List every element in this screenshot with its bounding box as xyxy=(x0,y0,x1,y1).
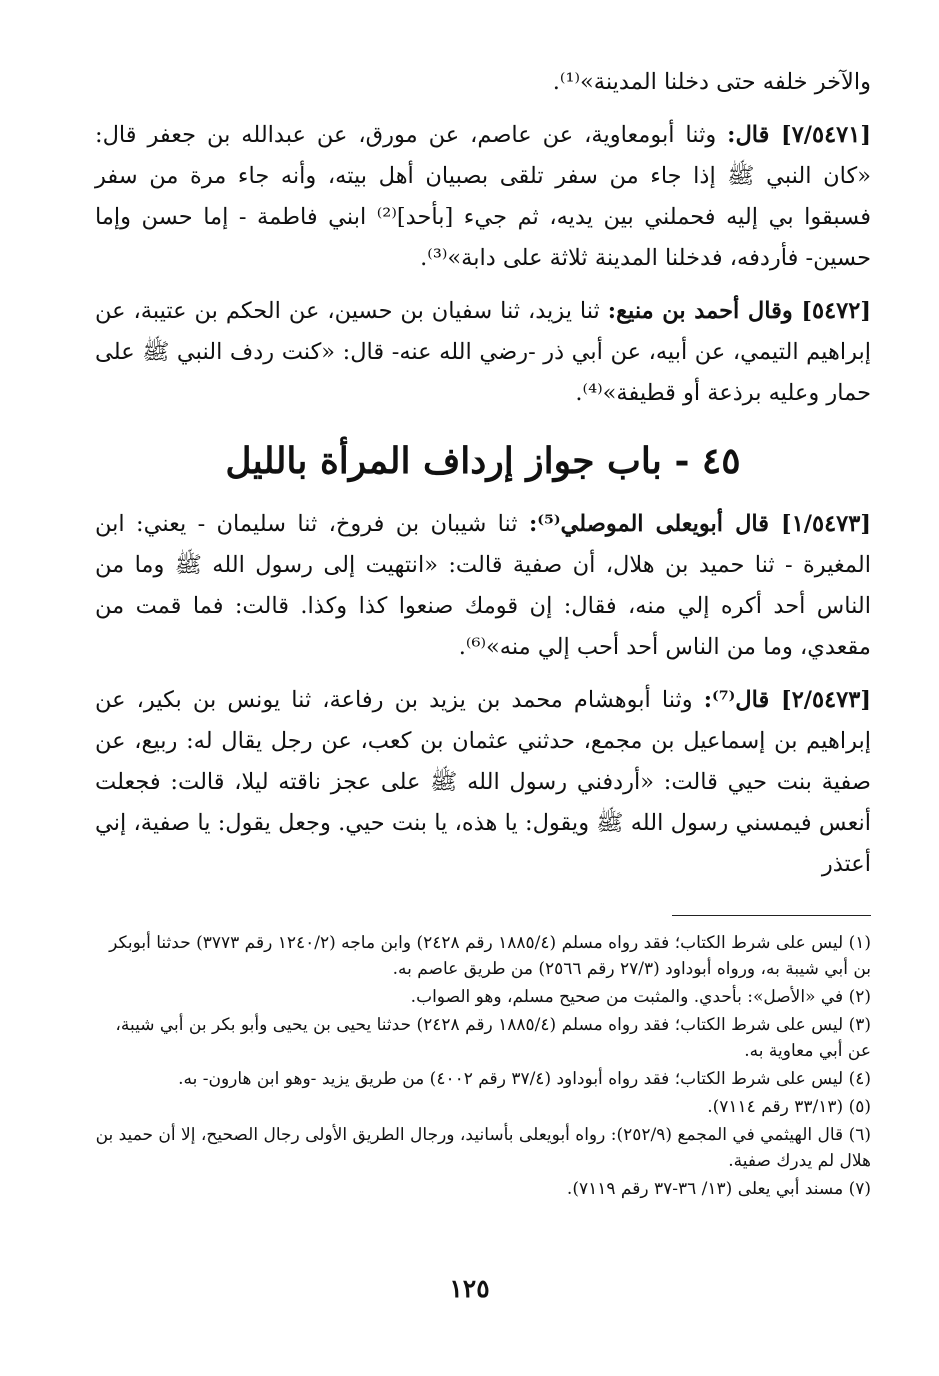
footnotes xyxy=(95,930,871,1204)
hadith-5473-1 xyxy=(95,504,871,668)
hadith-text: وثنا أبومعاوية، عن عاصم، عن مورق، عن عبدالله بن جعفر قال: «كان النبي ﷺ إذا جاء من سفر تلقى بصبيان أهل بيته، وأنه جاء مرة من سفر فسبقوا بي إليه فحملني بين يديه، ثم جيء [بأحد]⁽²⁾ ابني فاطمة - إما حسن وإما حسين- فأردفه، فدخلنا المدينة ثلاثة على دابة»⁽³⁾. xyxy=(95,122,871,271)
hadith-5471 xyxy=(95,115,871,279)
footnote-3: (٣) ليس على شرط الكتاب؛ فقد رواه مسلم (١٨٨٥/٤ رقم ٢٤٢٨) حدثنا يحيى بن يحيى وأبو بكر بن أبي شيبة، عن أبي معاوية به. xyxy=(115,1015,871,1061)
chapter-title: ٤٥ - باب جواز إرداف المرأة بالليل xyxy=(225,440,741,482)
footnote-2: (٢) في «الأصل»: بأحدي. والمثبت من صحيح مسلم، وهو الصواب. xyxy=(410,987,871,1007)
hadith-lead: [١/٥٤٧٣] قال أبويعلى الموصلي⁽⁵⁾: xyxy=(528,511,872,537)
page-number: ١٢٥ xyxy=(449,1274,490,1303)
footnote-7: (٧) مسند أبي يعلى (١٣/ ٣٦-٣٧ رقم ٧١١٩). xyxy=(566,1179,871,1199)
hadith-text: ثنا شيبان بن فروخ، ثنا سليمان - يعني: ابن المغيرة - ثنا حميد بن هلال، أن صفية قالت: «انتهيت إلى رسول الله ﷺ وما من الناس أحد أكره إلي منه، فقال: إن قومك صنعوا كذا وكذا. قالت: فما قمت من مقعدي، وما من الناس أحد أحب إلي منه»⁽⁶⁾. xyxy=(95,511,871,660)
hadith-text: وثنا أبوهشام محمد بن يزيد بن رفاعة، ثنا يونس بن بكير، عن إبراهيم بن إسماعيل بن مجمع، حدثني عثمان بن كعب، عن رجل يقال له: ربيع، عن صفية بنت حيي قالت: «أردفني رسول الله ﷺ على عجز ناقته ليلا، قالت: فجعلت أنعس فيمسني رسول الله ﷺ ويقول: يا هذه، يا بنت حيي. وجعل يقول: يا صفية، إني أعتذر xyxy=(95,687,871,877)
main-text xyxy=(95,62,871,897)
footnote-4: (٤) ليس على شرط الكتاب؛ فقد رواه أبوداود (٣٧/٤ رقم ٤٠٠٢) من طريق يزيد -وهو ابن هارون- به. xyxy=(178,1069,871,1089)
footnote-divider xyxy=(672,915,871,916)
hadith-5473-2 xyxy=(95,680,871,885)
hadith-text: ثنا يزيد، ثنا سفيان بن حسين، عن الحكم بن عتيبة، عن إبراهيم التيمي، عن أبيه، عن أبي ذر -رضي الله عنه- قال: «كنت ردف النبي ﷺ على حمار وعليه برذعة أو قطيفة»⁽⁴⁾. xyxy=(95,298,871,406)
hadith-lead: [٢/٥٤٧٣] قال⁽⁷⁾: xyxy=(703,687,872,713)
footnote-6: (٦) قال الهيثمي في المجمع (٢٥٢/٩): رواه أبويعلى بأسانيد، ورجال الطريق الأولى رجال الصحيح، إلا أن حميد بن هلال لم يدرك صفية. xyxy=(95,1125,871,1171)
paragraph-continuation xyxy=(95,62,871,103)
hadith-5472 xyxy=(95,291,871,414)
paragraph-text: والآخر خلفه حتى دخلنا المدينة»⁽¹⁾. xyxy=(552,69,871,95)
footnote-5: (٥) (٣٣/١٣ رقم ٧١١٤). xyxy=(707,1097,871,1117)
hadith-lead: [٧/٥٤٧١] قال: xyxy=(727,122,871,148)
footnote-1: (١) ليس على شرط الكتاب؛ فقد رواه مسلم (١٨٨٥/٤ رقم ٢٤٢٨) وابن ماجه (١٢٤٠/٢ رقم ٣٧٧٣) حدثنا أبوبكر بن أبي شيبة به، ورواه أبوداود (٢٧/٣ رقم ٢٥٦٦) من طريق عاصم به. xyxy=(109,933,871,979)
hadith-lead: [٥٤٧٢] وقال أحمد بن منيع: xyxy=(607,298,871,324)
